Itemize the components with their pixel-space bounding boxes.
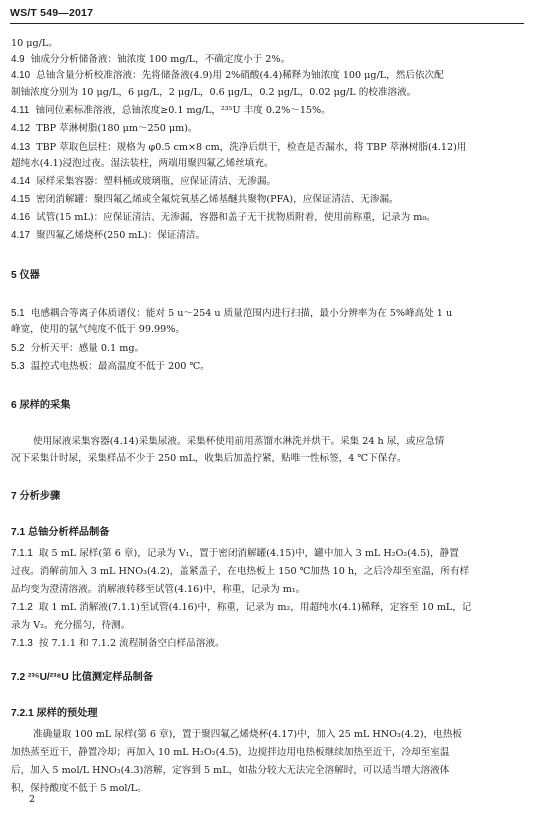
clause-text: 按 7.1.1 和 7.1.2 流程制备空白样品溶液。 [32,638,225,649]
section-heading: 7 分析步骤 [11,491,61,502]
numbered-clause [11,104,331,117]
section-heading: 5 仪器 [11,270,40,281]
clause-number: 4.11 [11,105,30,116]
clause-number: 5.3 [11,361,25,372]
clause-text: 尿样采集容器：塑料桶或玻璃瓶，应保证清洁、无渗漏。 [30,176,277,187]
clause-text: 分析天平：感量 0.1 mg。 [24,343,145,354]
numbered-clause [11,360,210,373]
clause-number: 7.1.3 [11,638,33,649]
numbered-clause [11,211,436,224]
section-heading: 7.2.1 尿样的预处理 [11,708,98,719]
body-text-line: 准确量取 100 mL 尿样(第 6 章)，置于聚四氟乙烯烧杯(4.17)中，加入 25 mL HNO₃(4.2)，电热板 [33,729,462,740]
clause-text: 电感耦合等离子体质谱仪：能对 5 u～254 u 质量范围内进行扫描，最小分辨率为在 5%峰高处 1 u [24,308,453,319]
numbered-clause [11,229,205,242]
body-text-line: 品均变为澄清溶液。消解液转移至试管(4.16)中，称重，记录为 m₁。 [11,584,306,595]
numbered-clause [11,193,399,206]
clause-number: 4.14 [11,176,31,187]
clause-text: 试管(15 mL)：应保证清洁、无渗漏，容器和盖子无干扰物质附着，使用前称重，记录为 m₀。 [30,212,436,223]
clause-text: 铀成分分析储备液：铀浓度 100 mg/L，不确定度小于 2%。 [24,54,291,65]
section-heading: 6 尿样的采集 [11,400,71,411]
body-text-line: 后，加入 5 mol/L HNO₃(4.3)溶解，定容到 5 mL，如盐分较大无法完全溶解时，可以适当增大溶液体 [11,765,450,776]
body-text-line: 制铀浓度分别为 10 μg/L，6 μg/L，2 μg/L，0.6 μg/L，0.2 μg/L，0.02 μg/L 的校准溶液。 [11,87,417,98]
clause-text: 温控式电热板：最高温度不低于 200 ℃。 [24,361,210,372]
standard-code-header: WS/T 549—2017 [10,7,94,19]
body-text-line: 积，保持酸度不低于 5 mol/L。 [11,783,147,794]
numbered-clause [11,547,459,560]
clause-number: 7.1.2 [11,602,33,613]
body-text-line: 10 μg/L。 [11,38,58,49]
body-text-line: 峰宽，使用的氩气纯度不低于 99.99%。 [11,324,185,335]
body-text-line: 况下采集计时尿，采集样品不少于 250 mL，收集后加盖拧紧，贴唯一性标签，4 ℃下保存。 [11,453,407,464]
numbered-clause [11,141,466,154]
numbered-clause [11,601,472,614]
clause-number: 5.2 [11,343,25,354]
clause-text: 密闭消解罐：聚四氟乙烯或全氟烷氧基乙烯基醚共聚物(PFA)，应保证清洁、无渗漏。 [30,194,399,205]
numbered-clause [11,637,225,650]
clause-text: 取 5 mL 尿样(第 6 章)，记录为 V₁，置于密闭消解罐(4.15)中，罐中加入 3 mL H₂O₂(4.5)，静置 [32,548,459,559]
clause-number: 7.1.1 [11,548,33,559]
numbered-clause [11,342,144,355]
numbered-clause [11,307,452,320]
numbered-clause [11,175,276,188]
header-rule [10,23,524,24]
clause-text: 取 1 mL 消解液(7.1.1)至试管(4.16)中，称重，记录为 m₂，用超纯水(4.1)稀释，定容至 10 mL，记 [32,602,472,613]
page-number: 2 [29,794,36,805]
body-text-line: 超纯水(4.1)浸泡过夜。湿法装柱，两端用聚四氟乙烯丝填充。 [11,158,274,169]
numbered-clause [11,122,198,135]
numbered-clause [11,53,290,66]
section-heading: 7.1 总铀分析样品制备 [11,527,110,538]
clause-text: 铀同位素标准溶液，总铀浓度≥0.1 mg/L，²³⁵U 丰度 0.2%～15%。 [29,105,331,116]
clause-text: 总铀含量分析校准溶液：先将储备液(4.9)用 2%硝酸(4.4)稀释为铀浓度 100 μg/L，然后依次配 [30,70,444,81]
body-text-line: 录为 V₂。充分摇匀，待测。 [11,620,131,631]
clause-text: TBP 萃取色层柱：规格为 φ0.5 cm×8 cm，洗净后烘干，检查是否漏水，将 TBP 萃淋树脂(4.12)用 [30,142,467,153]
clause-number: 4.15 [11,194,31,205]
body-text-line: 过夜。消解前加入 3 mL HNO₃(4.2)，盖紧盖子，在电热板上 150 ℃加热 10 h，之后冷却至室温，所有样 [11,566,470,577]
clause-number: 4.12 [11,123,31,134]
clause-number: 4.10 [11,70,31,81]
clause-text: TBP 萃淋树脂(180 μm～250 μm)。 [30,123,198,134]
body-text-line: 加热蒸至近干，静置冷却；再加入 10 mL H₂O₂(4.5)，边搅拌边用电热板继续加热至近干，冷却至室温 [11,747,450,758]
clause-number: 4.9 [11,54,25,65]
clause-text: 聚四氟乙烯烧杯(250 mL)：保证清洁。 [30,230,206,241]
numbered-clause [11,69,444,82]
body-text-line: 使用尿液采集容器(4.14)采集尿液。采集杯使用前用蒸馏水淋洗并烘干。采集 24 h 尿，或应急情 [33,436,445,447]
clause-number: 5.1 [11,308,25,319]
section-heading: 7.2 ²³⁵U/²³⁸U 比值测定样品制备 [11,672,154,683]
clause-number: 4.17 [11,230,31,241]
clause-number: 4.16 [11,212,31,223]
clause-number: 4.13 [11,142,31,153]
